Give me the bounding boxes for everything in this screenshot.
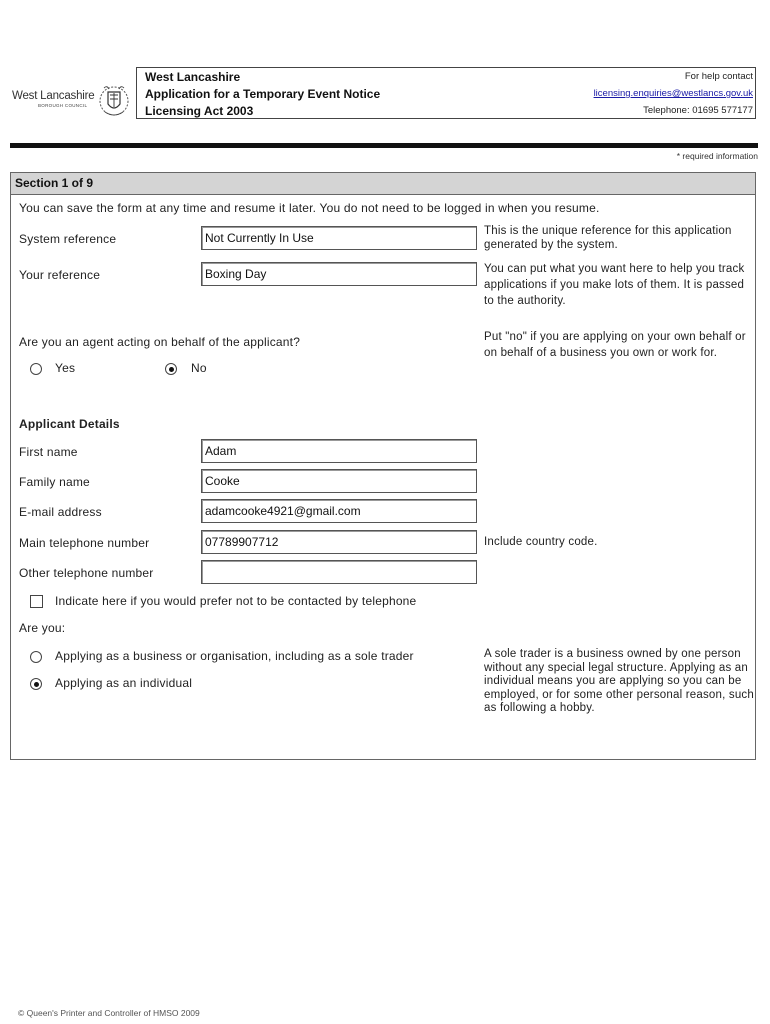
header-act: Licensing Act 2003 xyxy=(145,104,254,118)
header-council: West Lancashire xyxy=(145,70,241,84)
header-form-title: Application for a Temporary Event Notice xyxy=(145,87,381,101)
copyright-footer: © Queen's Printer and Controller of HMSO 2009 xyxy=(18,1008,200,1018)
agent-question: Are you an agent acting on behalf of the applicant? xyxy=(19,335,301,349)
council-crest-icon xyxy=(98,82,130,120)
agent-no-label: No xyxy=(191,361,207,375)
email-label: E-mail address xyxy=(19,505,102,519)
agent-yes-label: Yes xyxy=(55,361,76,375)
first-name-field[interactable]: Adam xyxy=(201,439,477,463)
agent-help: Put "no" if you are applying on your own behalf or on behalf of a business you own or work for. xyxy=(484,331,746,359)
email-field[interactable]: adamcooke4921@gmail.com xyxy=(201,499,477,523)
main-phone-field[interactable]: 07789907712 xyxy=(201,530,477,554)
your-reference-help: You can put what you want here to help you track applications if you make lots of them. It is passed to the authority. xyxy=(484,263,745,307)
other-phone-field[interactable] xyxy=(201,560,477,584)
business-label: Applying as a business or organisation, including as a sole trader xyxy=(55,649,414,663)
section-header-bar xyxy=(11,173,755,195)
individual-label: Applying as an individual xyxy=(55,676,193,690)
help-telephone: Telephone: 01695 577177 xyxy=(643,105,753,116)
logo-subtitle: BOROUGH COUNCIL xyxy=(38,103,88,108)
section-intro: You can save the form at any time and resume it later. You do not need to be logged in when you resume. xyxy=(19,201,600,215)
agent-yes-radio[interactable] xyxy=(30,363,42,375)
other-phone-label: Other telephone number xyxy=(19,566,154,580)
applicant-details-heading: Applicant Details xyxy=(19,417,120,431)
divider xyxy=(10,143,758,148)
no-phone-contact-checkbox[interactable] xyxy=(30,595,43,608)
main-phone-label: Main telephone number xyxy=(19,536,150,550)
your-reference-field[interactable]: Boxing Day xyxy=(201,262,477,286)
no-phone-contact-label: Indicate here if you would prefer not to be contacted by telephone xyxy=(55,594,417,608)
your-reference-label: Your reference xyxy=(19,268,101,282)
business-radio[interactable] xyxy=(30,651,42,663)
individual-radio[interactable] xyxy=(30,678,42,690)
family-name-label: Family name xyxy=(19,475,90,489)
are-you-label: Are you: xyxy=(19,621,66,635)
agent-no-radio[interactable] xyxy=(165,363,177,375)
required-note: * required information xyxy=(676,151,758,161)
logo-name: West Lancashire xyxy=(12,90,95,102)
system-reference-field[interactable]: Not Currently In Use xyxy=(201,226,477,250)
help-contact-label: For help contact xyxy=(684,71,753,82)
first-name-label: First name xyxy=(19,445,78,459)
main-phone-help: Include country code. xyxy=(484,536,598,548)
are-you-help: A sole trader is a business owned by one person without any special legal structure. Applying as an individual means you are applying so you can be employed, or for some other personal reason, such as following a hobby. xyxy=(484,648,754,714)
section-title: Section 1 of 9 xyxy=(15,176,94,190)
family-name-field[interactable]: Cooke xyxy=(201,469,477,493)
system-reference-label: System reference xyxy=(19,232,117,246)
system-reference-help: This is the unique reference for this application generated by the system. xyxy=(484,225,732,251)
help-email-link[interactable]: licensing.enquiries@westlancs.gov.uk xyxy=(593,88,753,99)
